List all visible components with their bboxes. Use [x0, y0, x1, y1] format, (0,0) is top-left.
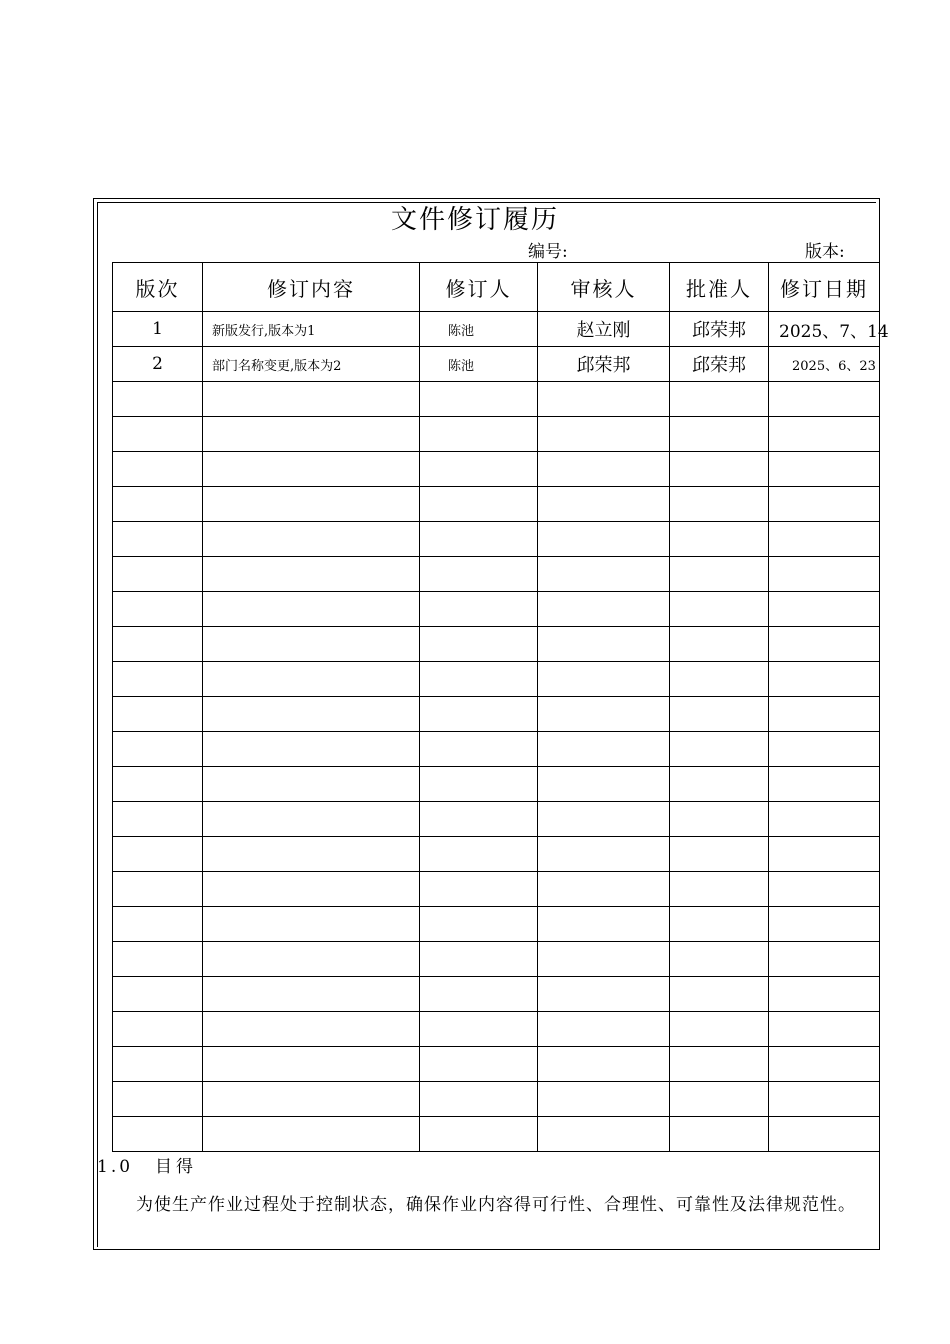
table-cell-empty [420, 977, 538, 1012]
table-row-empty [113, 522, 880, 557]
table-cell-empty [538, 417, 670, 452]
table-cell-empty [769, 382, 880, 417]
table-cell-empty [769, 942, 880, 977]
table-cell-empty [113, 942, 203, 977]
table-row-empty [113, 1012, 880, 1047]
table-cell-empty [203, 1012, 420, 1047]
table-cell-empty [670, 942, 769, 977]
table-cell-empty [538, 487, 670, 522]
table-cell-empty [670, 977, 769, 1012]
table-cell-empty [538, 557, 670, 592]
table-cell-empty [203, 1082, 420, 1117]
table-cell-empty [420, 1012, 538, 1047]
table-cell-empty [769, 872, 880, 907]
table-cell-empty [420, 1082, 538, 1117]
section-heading [97, 1155, 197, 1179]
table-cell-empty [203, 802, 420, 837]
table-cell-empty [420, 1047, 538, 1082]
header-reviewer: 审核人 [538, 263, 670, 312]
table-row-empty [113, 382, 880, 417]
header-date: 修订日期 [769, 263, 880, 312]
table-cell-empty [538, 977, 670, 1012]
cell-reviewer: 赵立刚 [538, 312, 670, 347]
table-cell-empty [670, 802, 769, 837]
table-cell-empty [769, 487, 880, 522]
table-cell-empty [420, 382, 538, 417]
cell-reviser: 陈池 [420, 347, 538, 382]
table-cell-empty [203, 662, 420, 697]
table-cell-empty [769, 417, 880, 452]
table-cell-empty [113, 1117, 203, 1152]
table-cell-empty [203, 697, 420, 732]
table-cell-empty [420, 557, 538, 592]
table-cell-empty [670, 662, 769, 697]
table-cell-empty [420, 907, 538, 942]
table-cell-empty [769, 977, 880, 1012]
table-row-empty [113, 697, 880, 732]
table-cell-empty [113, 557, 203, 592]
table-cell-empty [113, 1047, 203, 1082]
table-cell-empty [538, 1117, 670, 1152]
table-cell-empty [113, 452, 203, 487]
table-cell-empty [420, 872, 538, 907]
table-cell-empty [420, 487, 538, 522]
table-cell-empty [113, 522, 203, 557]
table-cell-empty [538, 942, 670, 977]
table-cell-empty [538, 872, 670, 907]
cell-reviewer: 邱荣邦 [538, 347, 670, 382]
cell-content: 部门名称变更,版本为2 [203, 347, 420, 382]
table-cell-empty [670, 907, 769, 942]
table-cell-empty [769, 907, 880, 942]
table-row-empty [113, 942, 880, 977]
table-cell-empty [670, 487, 769, 522]
table-cell-empty [670, 382, 769, 417]
table-cell-empty [113, 732, 203, 767]
table-cell-empty [769, 732, 880, 767]
table-cell-empty [113, 662, 203, 697]
table-cell-empty [113, 767, 203, 802]
table-cell-empty [670, 452, 769, 487]
table-cell-empty [420, 522, 538, 557]
table-cell-empty [203, 837, 420, 872]
table-cell-empty [670, 627, 769, 662]
table-cell-empty [538, 1082, 670, 1117]
table-cell-empty [113, 872, 203, 907]
table-cell-empty [670, 837, 769, 872]
table-row-empty [113, 592, 880, 627]
table-cell-empty [203, 1047, 420, 1082]
table-cell-empty [538, 1012, 670, 1047]
table-cell-empty [420, 942, 538, 977]
table-cell-empty [203, 872, 420, 907]
table-cell-empty [538, 907, 670, 942]
table-cell-empty [670, 872, 769, 907]
table-cell-empty [203, 452, 420, 487]
table-cell-empty [769, 1047, 880, 1082]
table-cell-empty [113, 977, 203, 1012]
cell-date: 2025、6、23 [769, 347, 880, 382]
section-body: 为使生产作业过程处于控制状态，确保作业内容得可行性、合理性、可靠性及法律规范性。 [136, 1195, 856, 1215]
table-cell-empty [670, 592, 769, 627]
code-label: 编号: [528, 242, 568, 262]
document-title: 文件修订履历 [390, 205, 559, 235]
table-cell-empty [769, 522, 880, 557]
table-cell-empty [113, 592, 203, 627]
table-row-empty [113, 802, 880, 837]
revision-table [112, 262, 889, 1152]
header-reviser: 修订人 [420, 263, 538, 312]
table-row-empty [113, 1117, 880, 1152]
cell-approver: 邱荣邦 [670, 312, 769, 347]
table-cell-empty [113, 417, 203, 452]
table-row-empty [113, 662, 880, 697]
table-cell-empty [113, 907, 203, 942]
table-cell-empty [670, 697, 769, 732]
table-cell-empty [769, 837, 880, 872]
table-cell-empty [420, 767, 538, 802]
table-cell-empty [113, 802, 203, 837]
table-cell-empty [420, 662, 538, 697]
table-cell-empty [538, 522, 670, 557]
table-cell-empty [769, 627, 880, 662]
table-cell-empty [203, 522, 420, 557]
table-cell-empty [769, 1082, 880, 1117]
table-cell-empty [538, 697, 670, 732]
table-cell-empty [769, 802, 880, 837]
table-cell-empty [420, 732, 538, 767]
section-title: 目得 [155, 1157, 197, 1177]
table-cell-empty [538, 662, 670, 697]
table-cell-empty [769, 1117, 880, 1152]
table-cell-empty [203, 907, 420, 942]
table-cell-empty [670, 767, 769, 802]
table-header-row [113, 263, 880, 312]
table-cell-empty [769, 452, 880, 487]
table-cell-empty [670, 732, 769, 767]
table-cell-empty [670, 557, 769, 592]
table-cell-empty [420, 627, 538, 662]
table-row-empty [113, 872, 880, 907]
table-cell-empty [203, 557, 420, 592]
table-row-empty [113, 627, 880, 662]
table-cell-empty [113, 837, 203, 872]
table-row-empty [113, 977, 880, 1012]
table-cell-empty [113, 627, 203, 662]
table-row-empty [113, 417, 880, 452]
table-cell-empty [538, 837, 670, 872]
table-row-empty [113, 837, 880, 872]
table-cell-empty [670, 1012, 769, 1047]
cell-approver: 邱荣邦 [670, 347, 769, 382]
table-cell-empty [670, 1117, 769, 1152]
table-cell-empty [670, 522, 769, 557]
table-cell-empty [113, 487, 203, 522]
table-cell-empty [670, 417, 769, 452]
table-cell-empty [113, 382, 203, 417]
table-cell-empty [538, 592, 670, 627]
table-cell-empty [769, 697, 880, 732]
table-cell-empty [420, 452, 538, 487]
cell-content: 新版发行,版本为1 [203, 312, 420, 347]
table-cell-empty [538, 452, 670, 487]
version-label: 版本: [805, 242, 845, 262]
table-cell-empty [769, 767, 880, 802]
table-cell-empty [113, 1082, 203, 1117]
header-content: 修订内容 [203, 263, 420, 312]
table-row-empty [113, 1047, 880, 1082]
table-cell-empty [420, 417, 538, 452]
table-cell-empty [420, 837, 538, 872]
table-cell-empty [769, 1012, 880, 1047]
table-row-empty [113, 1082, 880, 1117]
section-number: 1.0 [97, 1157, 134, 1177]
header-version: 版次 [113, 263, 203, 312]
table-cell-empty [670, 1047, 769, 1082]
table-cell-empty [538, 382, 670, 417]
table-cell-empty [670, 1082, 769, 1117]
table-cell-empty [203, 942, 420, 977]
cell-version: 2 [113, 347, 203, 382]
table-cell-empty [538, 732, 670, 767]
cell-reviser: 陈池 [420, 312, 538, 347]
table-row-empty [113, 487, 880, 522]
table-cell-empty [538, 627, 670, 662]
table-cell-empty [538, 802, 670, 837]
table-row [113, 347, 880, 382]
table-cell-empty [769, 592, 880, 627]
table-cell-empty [203, 592, 420, 627]
table-row-empty [113, 557, 880, 592]
table-cell-empty [203, 487, 420, 522]
table-cell-empty [203, 382, 420, 417]
table-cell-empty [203, 417, 420, 452]
table-cell-empty [113, 1012, 203, 1047]
table-cell-empty [203, 627, 420, 662]
cell-version: 1 [113, 312, 203, 347]
table-cell-empty [113, 697, 203, 732]
table-cell-empty [420, 592, 538, 627]
table-cell-empty [769, 557, 880, 592]
table-cell-empty [769, 662, 880, 697]
table-cell-empty [538, 1047, 670, 1082]
table-cell-empty [203, 767, 420, 802]
cell-date: 2025、7、14 [769, 312, 880, 347]
table-row [113, 312, 880, 347]
table-cell-empty [203, 732, 420, 767]
table-cell-empty [203, 1117, 420, 1152]
table-cell-empty [420, 802, 538, 837]
table-row-empty [113, 907, 880, 942]
header-approver: 批准人 [670, 263, 769, 312]
table-cell-empty [538, 767, 670, 802]
table-row-empty [113, 767, 880, 802]
table-cell-empty [420, 697, 538, 732]
table-row-empty [113, 452, 880, 487]
table-cell-empty [203, 977, 420, 1012]
table-row-empty [113, 732, 880, 767]
table-cell-empty [420, 1117, 538, 1152]
